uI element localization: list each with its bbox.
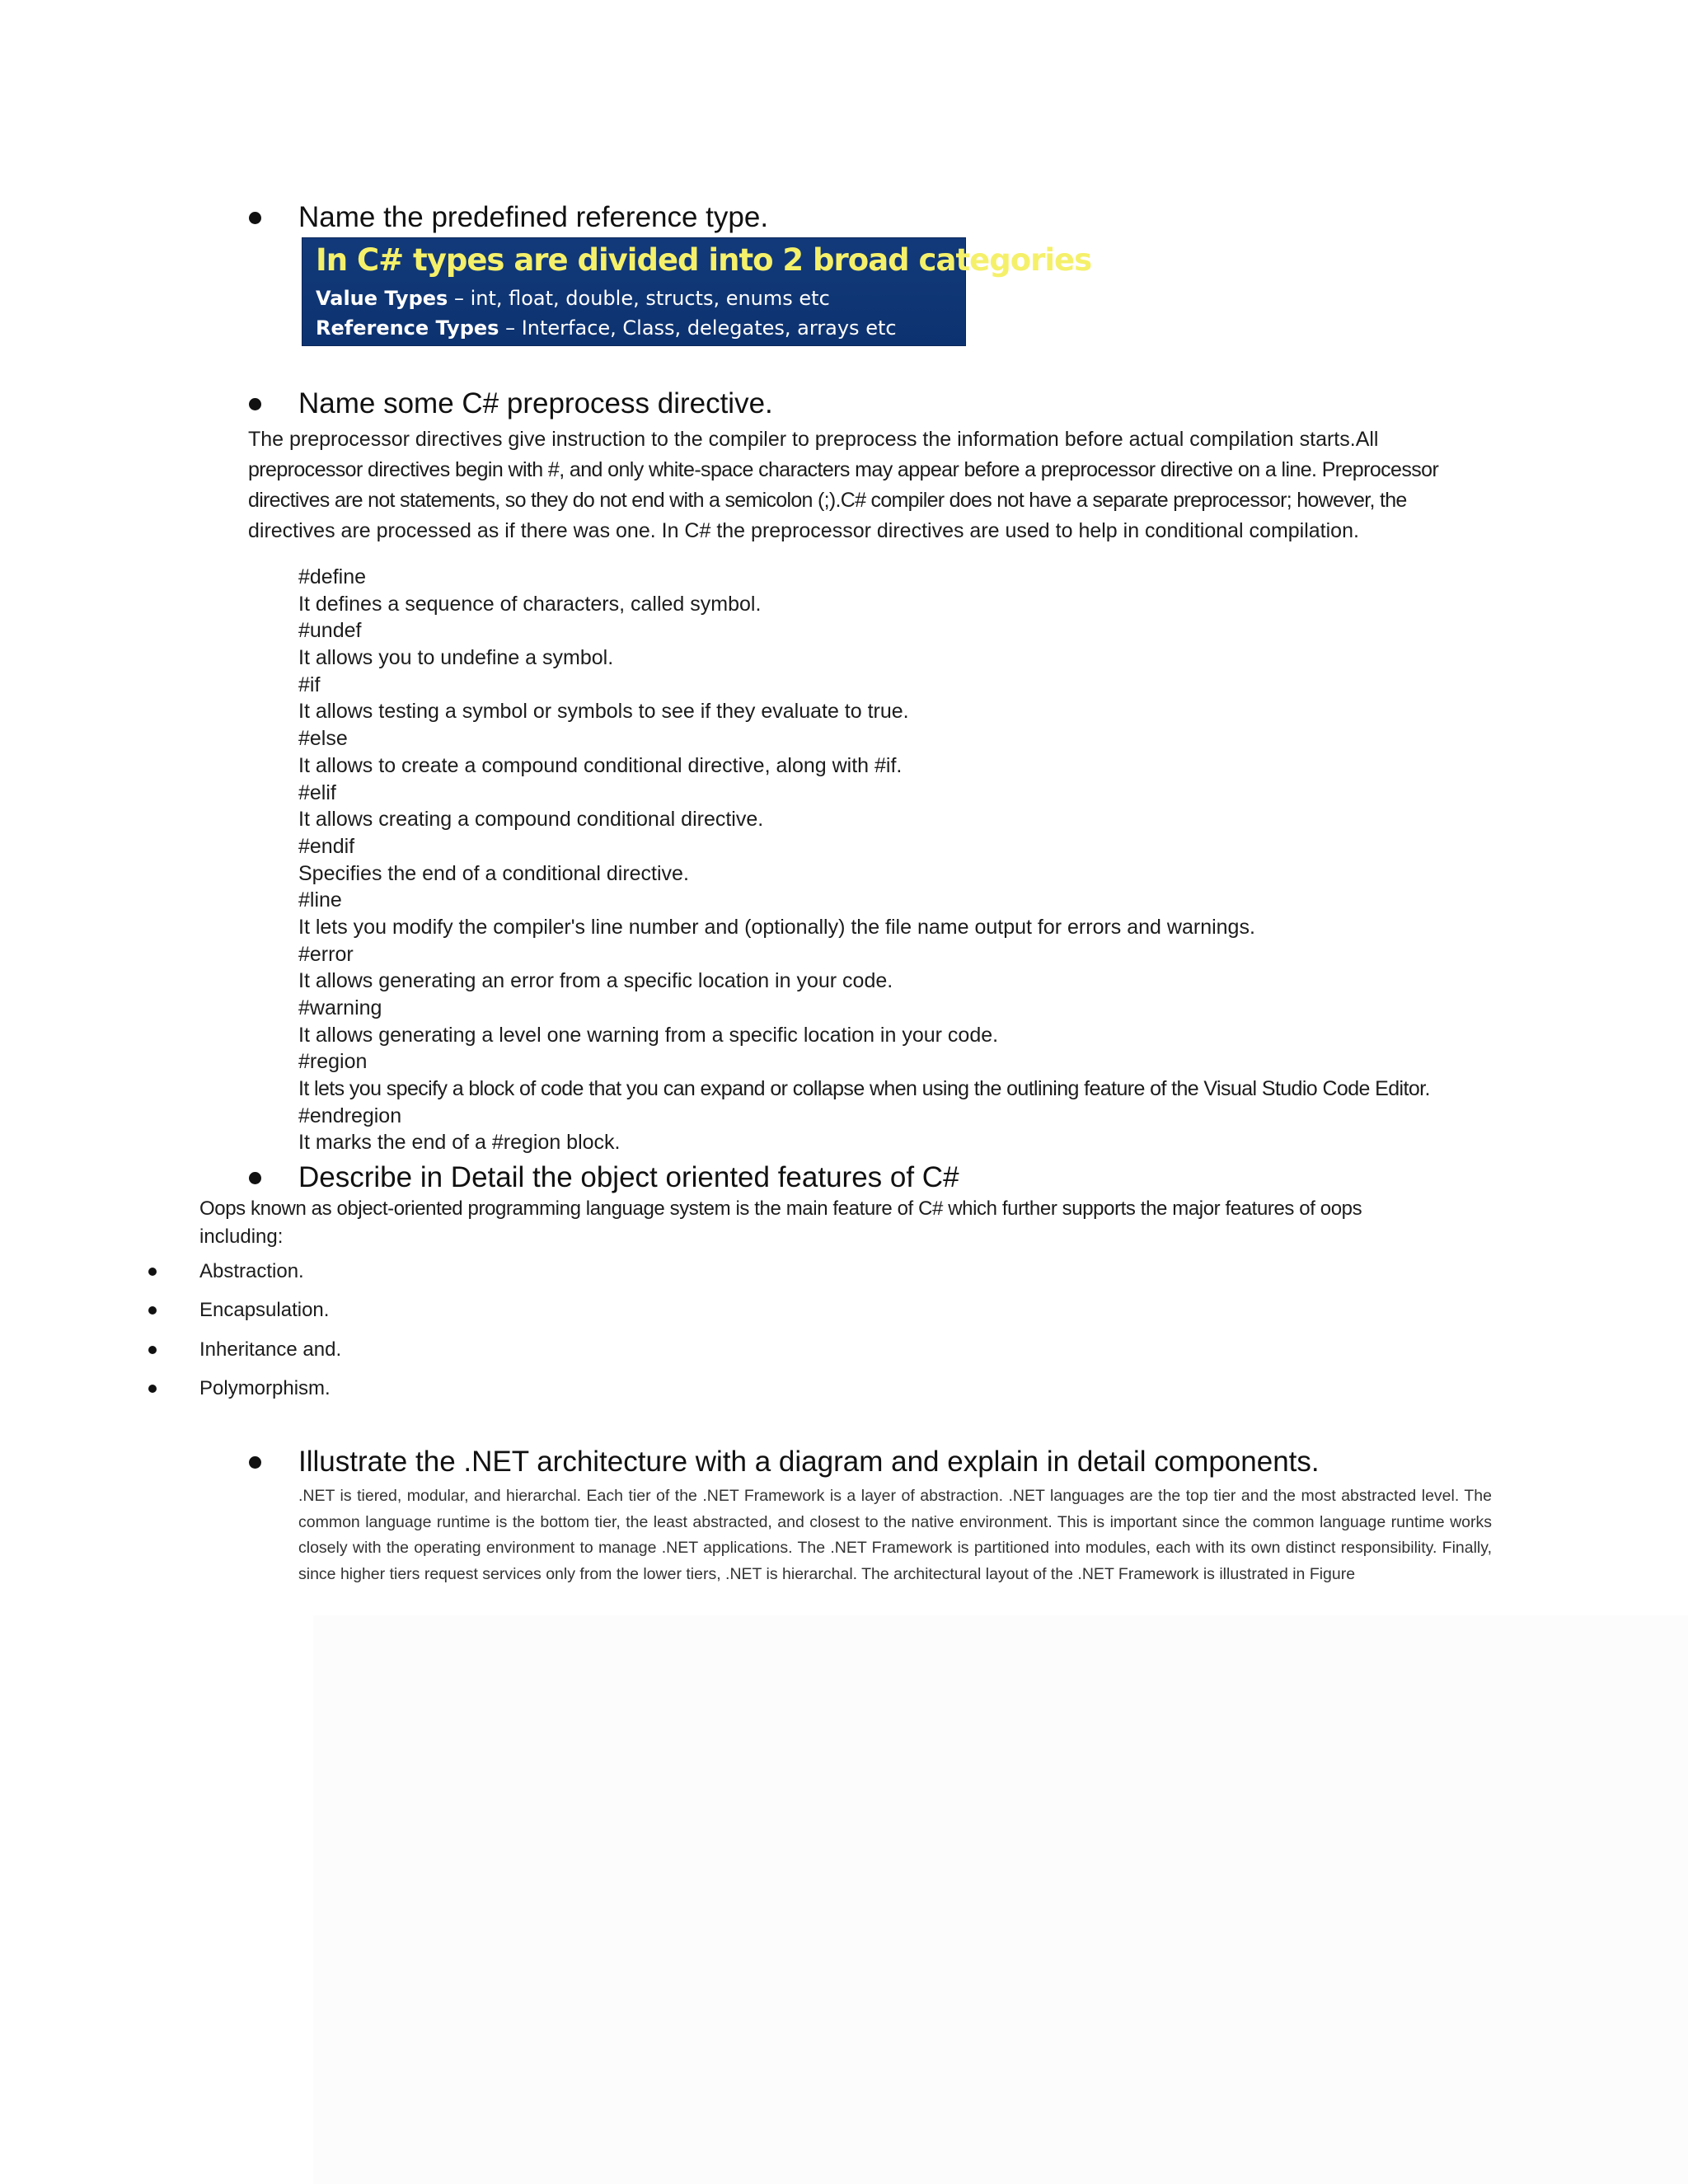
directive-name: #endregion: [298, 1104, 402, 1127]
bullet-icon: [249, 398, 261, 410]
bullet-icon: [148, 1268, 157, 1276]
slide-reference-types-text: – Interface, Class, delegates, arrays etc: [499, 316, 897, 340]
directive-name: #line: [298, 888, 342, 912]
slide-reference-types-label: Reference Types: [316, 316, 499, 340]
bullet-icon: [148, 1346, 157, 1354]
paragraph-line: Oops known as object-oriented programming language system is the main feature of C# which further supports the major features of oops: [199, 1197, 1362, 1220]
directive-name: #error: [298, 942, 354, 966]
directive-name: #if: [298, 673, 321, 696]
paragraph-line: The preprocessor directives give instruction to the compiler to preprocess the information before actual compilation starts.All: [248, 428, 1379, 451]
directive-list: [298, 564, 1535, 1156]
bullet-icon: [249, 212, 261, 224]
csharp-types-slide-image: [302, 237, 1092, 346]
paragraph-line: directives are not statements, so they do not end with a semicolon (;).C# compiler does not have a separate preprocessor; however, the: [248, 489, 1407, 512]
paragraph-line: directives are processed as if there was one. In C# the preprocessor directives are used to help in conditional compilation.: [248, 519, 1359, 542]
net-architecture-paragraph: .NET is tiered, modular, and hierarchal. Each tier of the .NET Framework is a layer of abstraction. .NET languages are the top tier and the most abstracted level. The common language runtime is the bottom tier, the least abstracted, and closest to the native environment. This is important since the common language runtime works closely with the operating environment to manage .NET applications. The .NET Framework is partitioned into modules, each with its own distinct responsibility. Finally, since higher tiers request services only from the lower tiers, .NET is hierarchal. The architectural layout of the .NET Framework is illustrated in Figure: [298, 1487, 1492, 1583]
directive-description: It allows generating a level one warning from a specific location in your code.: [298, 1023, 999, 1047]
bullet-icon: [148, 1385, 157, 1393]
oop-feature-label: Encapsulation.: [199, 1299, 330, 1322]
directive-description: It allows testing a symbol or symbols to see if they evaluate to true.: [298, 700, 909, 724]
directive-description: It marks the end of a #region block.: [298, 1131, 621, 1155]
directive-name: #endif: [298, 834, 355, 858]
slide-reference-types-line: [316, 316, 897, 340]
question-reference-type: Name the predefined reference type.: [298, 201, 769, 233]
question-oop-features: Describe in Detail the object oriented features of C#: [298, 1161, 959, 1193]
question-net-architecture: Illustrate the .NET architecture with a diagram and explain in detail components.: [298, 1446, 1320, 1478]
bullet-icon: [249, 1456, 261, 1469]
oop-feature-label: Abstraction.: [199, 1260, 304, 1282]
directive-description: It lets you specify a block of code that you can expand or collapse when using the outlining feature of the Visual Studio Code Editor.: [298, 1077, 1430, 1101]
paragraph-line: preprocessor directives begin with #, and only white-space characters may appear before a preprocessor directive on a line. Preprocessor: [248, 458, 1439, 481]
directive-name: #region: [298, 1050, 368, 1074]
page-lower-shade: [313, 1615, 1688, 2184]
oops-intro-paragraph: [199, 1195, 1362, 1251]
bullet-icon: [249, 1172, 261, 1184]
directive-description: Specifies the end of a conditional directive.: [298, 861, 689, 885]
directive-description: It lets you modify the compiler's line number and (optionally) the file name output for errors and warnings.: [298, 915, 1255, 939]
directive-name: #undef: [298, 619, 362, 643]
directive-description: It allows generating an error from a specific location in your code.: [298, 969, 893, 993]
slide-title: In C# types are divided into 2 broad categories: [316, 242, 1092, 278]
directive-name: #else: [298, 727, 348, 751]
paragraph-line: including:: [199, 1226, 284, 1248]
bullet-icon: [148, 1306, 157, 1315]
slide-value-types-text: – int, float, double, structs, enums etc: [448, 287, 830, 310]
oop-feature-label: Inheritance and.: [199, 1338, 342, 1361]
directive-name: #define: [298, 565, 367, 588]
preprocessor-intro-paragraph: [248, 424, 1438, 546]
directive-description: It allows creating a compound conditional directive.: [298, 808, 764, 832]
question-preprocess-directive: Name some C# preprocess directive.: [298, 387, 773, 419]
directive-description: It defines a sequence of characters, called symbol.: [298, 592, 762, 616]
oop-feature-label: Polymorphism.: [199, 1376, 331, 1399]
slide-value-types-label: Value Types: [316, 287, 448, 310]
directive-description: It allows you to undefine a symbol.: [298, 646, 614, 670]
slide-value-types-line: [316, 286, 830, 311]
directive-name: #elif: [298, 780, 336, 804]
directive-name: #warning: [298, 996, 382, 1019]
directive-description: It allows to create a compound conditional directive, along with #if.: [298, 753, 903, 777]
